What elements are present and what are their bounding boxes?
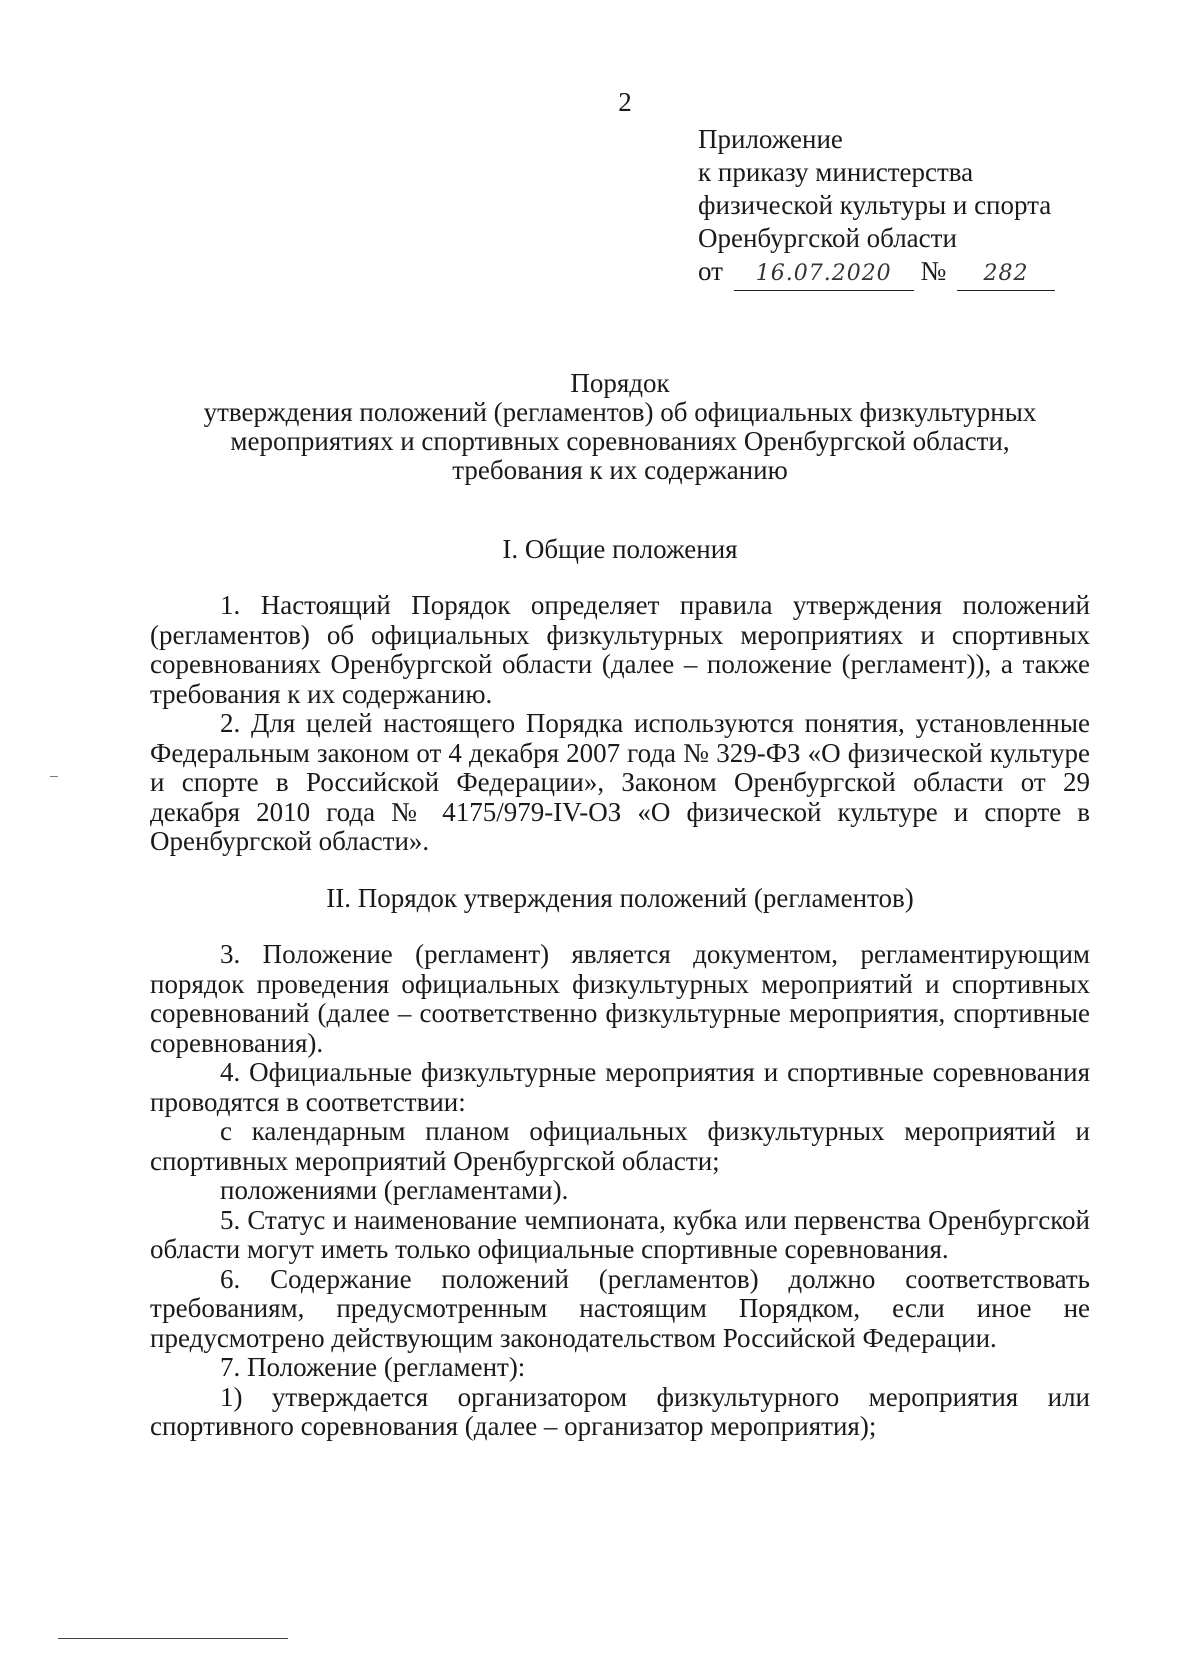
appendix-line: физической культуры и спорта	[698, 190, 1052, 220]
handwritten-number: 282	[957, 257, 1055, 291]
section-heading: I. Общие положения	[502, 534, 738, 564]
appendix-block	[698, 123, 1128, 291]
section-body	[150, 940, 1090, 1442]
footnote-rule	[58, 1638, 288, 1639]
paragraph: с календарным планом официальных физкультурных мероприятий и спортивных мероприятий Оренбургской области;	[150, 1116, 1090, 1176]
title-line: утверждения положений (регламентов) об официальных физкультурных	[203, 397, 1037, 427]
number-label: №	[920, 256, 947, 286]
from-label: от	[698, 256, 723, 286]
paragraph: 3. Положение (регламент) является документом, регламентирующим порядок проведения официальных физкультурных мероприятий и спортивных соревнований (далее – соответственно физкультурные мероприятия, спортивные соревнования).	[150, 939, 1090, 1058]
paragraph: 6. Содержание положений (регламентов) должно соответствовать требованиям, предусмотренным настоящим Порядком, если иное не предусмотрено действующим законодательством Российской Федерации.	[150, 1263, 1090, 1353]
handwritten-date: 16.07.2020	[734, 257, 914, 291]
paragraph: 2. Для целей настоящего Порядка используются понятия, установленные Федеральным законом от 4 декабря 2007 года № 329-ФЗ «О физической культуре и спорте в Российской Федерации», Законом Оренбургской области от 29 декабря 2010 года № 4175/979-IV-ОЗ «О физической культуре и спорте в Оренбургской области».	[150, 708, 1090, 856]
paragraph: 1. Настоящий Порядок определяет правила утверждения положений (регламентов) об официальных физкультурных мероприятиях и спортивных соревнованиях Оренбургской области (далее – положение (регламент)), а также требования к их содержанию.	[150, 590, 1090, 709]
paragraph: 5. Статус и наименование чемпионата, кубка или первенства Оренбургской области могут иметь только официальные спортивные соревнования.	[150, 1204, 1090, 1264]
appendix-line: Приложение	[698, 124, 843, 154]
paragraph: 7. Положение (регламент):	[220, 1352, 526, 1382]
title-line: Порядок	[570, 368, 670, 398]
order-reference	[698, 255, 1128, 291]
appendix-line: к приказу министерства	[698, 157, 974, 187]
title-line: требования к их содержанию	[452, 455, 788, 485]
section-body	[150, 591, 1090, 857]
page-number: 2	[618, 87, 632, 117]
section-heading: II. Порядок утверждения положений (регламентов)	[326, 883, 914, 913]
scan-mark	[50, 776, 58, 777]
appendix-line: Оренбургской области	[698, 223, 957, 253]
document-title	[150, 369, 1090, 485]
paragraph: 1) утверждается организатором физкультурного мероприятия или спортивного соревнования (далее – организатор мероприятия);	[150, 1381, 1090, 1441]
paragraph: 4. Официальные физкультурные мероприятия и спортивные соревнования проводятся в соответствии:	[150, 1057, 1090, 1117]
paragraph: положениями (регламентами).	[220, 1175, 569, 1205]
title-line: мероприятиях и спортивных соревнованиях Оренбургской области,	[230, 426, 1010, 456]
